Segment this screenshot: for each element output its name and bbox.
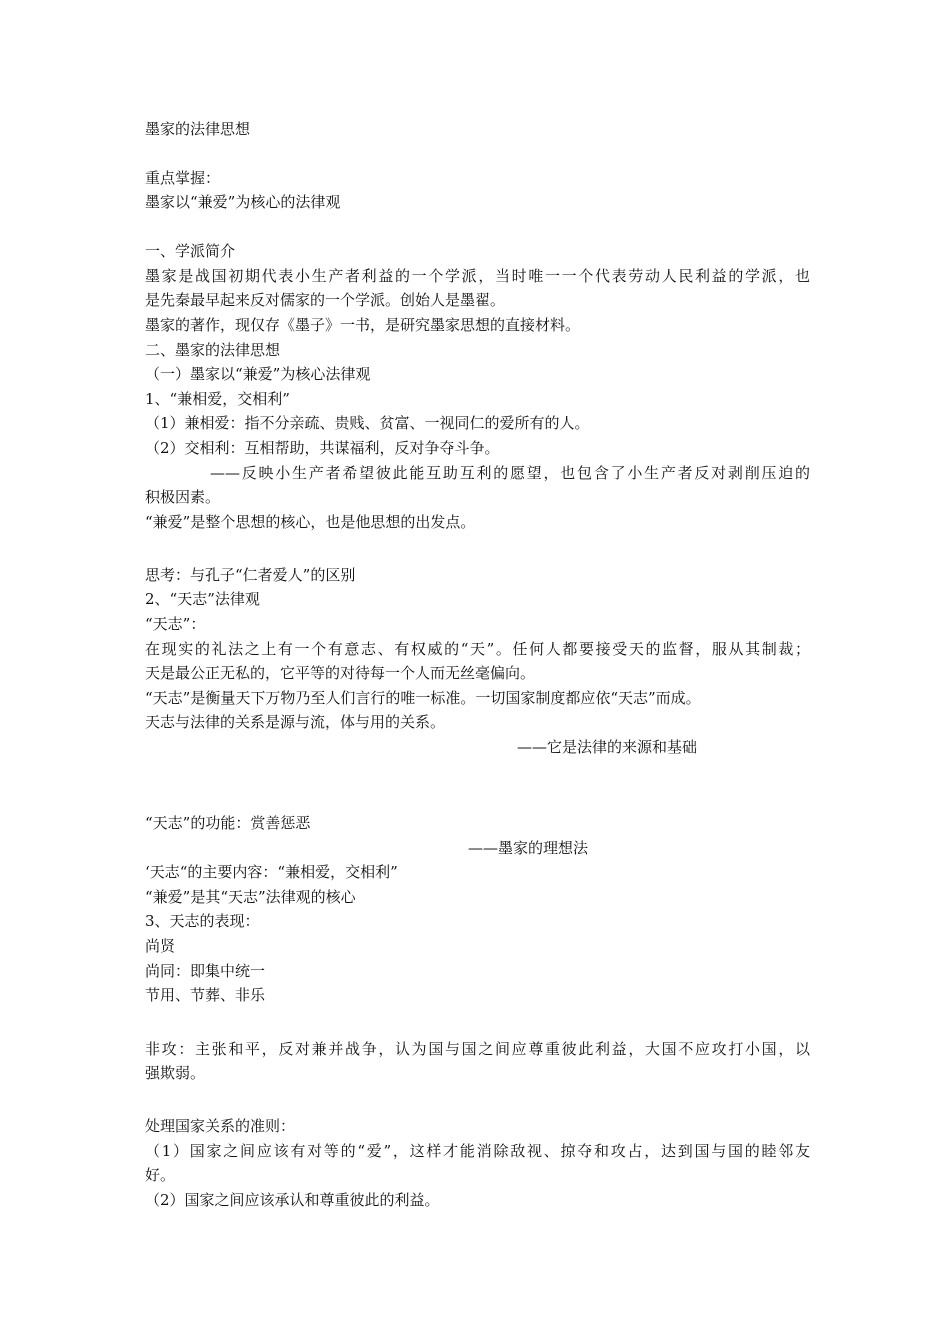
tianzhi-label: “天志”：: [145, 615, 206, 633]
works-paragraph: 墨家的著作，现仅存《墨子》一书，是研究墨家思想的直接材料。: [145, 316, 581, 334]
key-points-heading: 重点掌握：: [145, 169, 221, 187]
tianzhi-line-1: 在现实的礼法之上有一个有意志、有权威的“天”。任何人都要接受天的监督，服从其制裁；: [145, 640, 810, 658]
intro-paragraph-line-2: 是先秦最早起来反对儒家的一个学派。创始人是墨翟。: [145, 291, 506, 309]
section-heading-intro: 一、学派简介: [145, 242, 236, 260]
shangxian: 尚贤: [145, 937, 176, 955]
tianzhi-standard: “天志”是衡量天下万物乃至人们言行的唯一标准。一切国家制度都应依“天志”而成。: [145, 689, 701, 707]
subsection-heading-jianai: （一）墨家以“兼爱”为核心法律观: [145, 365, 371, 383]
list-item-1: 1、“兼相爱，交相利”: [145, 390, 290, 408]
tianzhi-relation: 天志与法律的关系是源与流，体与用的关系。: [145, 713, 446, 731]
list-item-3: 3、天志的表现：: [145, 912, 260, 930]
note-line-1: ——反映小生产者希望彼此能互助互利的愿望，也包含了小生产者反对剥削压迫的: [210, 464, 810, 482]
think-question: 思考：与孔子“仁者爱人”的区别: [145, 566, 356, 584]
shangtong: 尚同：即集中统一: [145, 962, 266, 980]
list-item-1a: （1）兼相爱：指不分亲疏、贵贱、贫富、一视同仁的爱所有的人。: [145, 414, 590, 432]
tianzhi-line-2: 天是最公正无私的，它平等的对待每一个人而无丝毫偏向。: [145, 664, 536, 682]
tianzhi-content: ‘天志“的主要内容：“兼相爱，交相利”: [145, 863, 398, 881]
feigong-line-2: 强欺弱。: [145, 1064, 206, 1082]
list-item-2: 2、“天志”法律观: [145, 590, 260, 608]
jieyong: 节用、节葬、非乐: [145, 986, 266, 1004]
core-statement: “兼爱”是整个思想的核心，也是他思想的出发点。: [145, 513, 476, 531]
principle-1-line-1: （1）国家之间应该有对等的“爱”，这样才能消除敌视、掠夺和攻占，达到国与国的睦邻友: [145, 1142, 810, 1160]
principle-2: （2）国家之间应该承认和尊重彼此的利益。: [145, 1191, 440, 1209]
feigong-line-1: 非攻：主张和平，反对兼并战争，认为国与国之间应尊重彼此利益，大国不应攻打小国，以: [145, 1040, 810, 1058]
tianzhi-relation-note: ——它是法律的来源和基础: [516, 738, 697, 756]
jianai-core: “兼爱”是其“天志”法律观的核心: [145, 888, 356, 906]
note-line-2: 积极因素。: [145, 488, 221, 506]
tianzhi-function: “天志”的功能：赏善惩恶: [145, 814, 311, 832]
principles-heading: 处理国家关系的准则：: [145, 1117, 296, 1135]
section-heading-legal-thought: 二、墨家的法律思想: [145, 341, 281, 359]
document-title: 墨家的法律思想: [145, 120, 251, 138]
tianzhi-function-note: ——墨家的理想法: [467, 839, 588, 857]
list-item-1b: （2）交相利：互相帮助，共谋福利，反对争夺斗争。: [145, 439, 500, 457]
principle-1-line-2: 好。: [145, 1166, 176, 1184]
intro-paragraph-line-1: 墨家是战国初期代表小生产者利益的一个学派，当时唯一一个代表劳动人民利益的学派，也: [145, 267, 810, 285]
key-points-text: 墨家以“兼爱”为核心的法律观: [145, 193, 341, 211]
